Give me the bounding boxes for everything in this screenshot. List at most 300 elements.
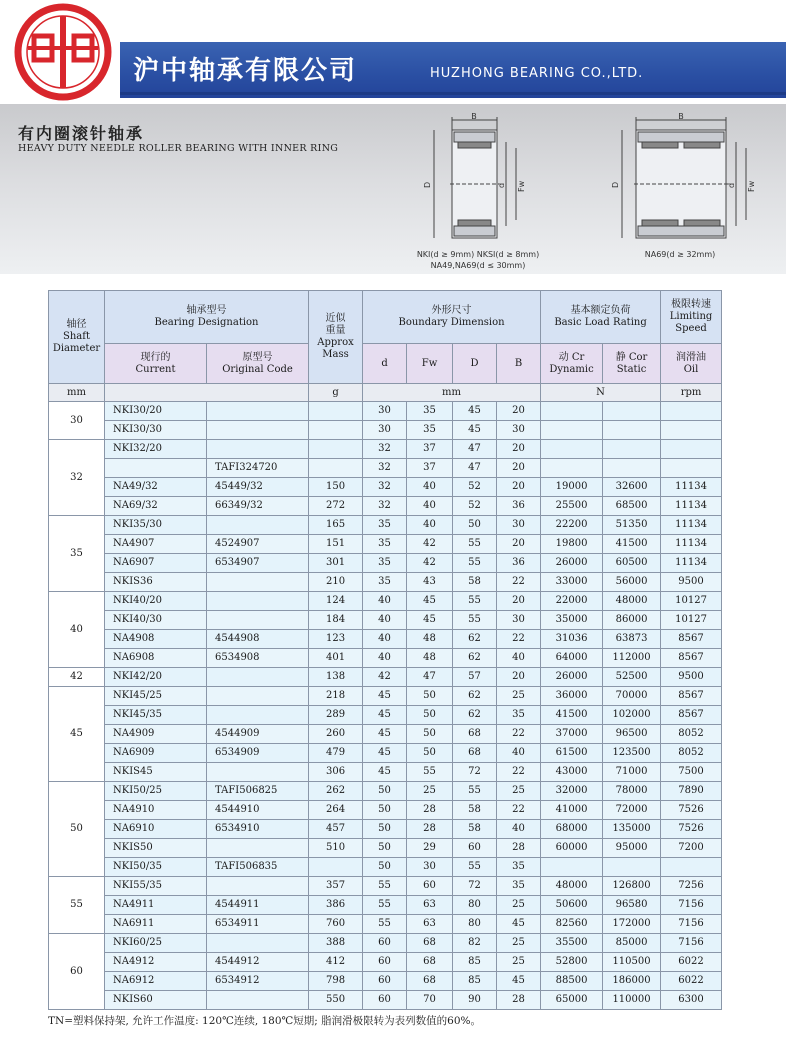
width-b-cell: 22 <box>497 725 541 744</box>
width-b-cell: 25 <box>497 782 541 801</box>
shaft-diameter-cell: 60 <box>49 934 105 1010</box>
fw-cell: 43 <box>407 573 453 592</box>
oil-speed-cell: 10127 <box>661 611 722 630</box>
static-load-cell: 63873 <box>603 630 661 649</box>
mass-cell: 386 <box>309 896 363 915</box>
bore-d-cell: 60 <box>363 991 407 1010</box>
table-row <box>49 535 722 554</box>
fw-cell: 50 <box>407 687 453 706</box>
oil-speed-cell: 7200 <box>661 839 722 858</box>
mass-cell: 123 <box>309 630 363 649</box>
table-row <box>49 421 722 440</box>
original-code-cell: 6534910 <box>207 820 309 839</box>
current-code-cell: NKI32/20 <box>105 440 207 459</box>
dynamic-load-cell: 19800 <box>541 535 603 554</box>
header-oil <box>661 344 722 384</box>
original-code-cell <box>207 421 309 440</box>
dynamic-load-cell <box>541 440 603 459</box>
header-shaft <box>49 291 105 384</box>
dynamic-load-cell: 50600 <box>541 896 603 915</box>
dim-b-label: B <box>678 112 684 121</box>
static-load-cell: 110000 <box>603 991 661 1010</box>
header-mass-cn2: 重量 <box>325 325 346 336</box>
original-code-cell: 6534908 <box>207 649 309 668</box>
static-load-cell: 41500 <box>603 535 661 554</box>
outer-d-cell: 85 <box>453 972 497 991</box>
unit-shaft: mm <box>49 384 105 402</box>
static-load-cell: 32600 <box>603 478 661 497</box>
company-logo <box>12 2 114 102</box>
dim-b-label: B <box>471 112 477 121</box>
original-code-cell <box>207 839 309 858</box>
bore-d-cell: 45 <box>363 687 407 706</box>
mass-cell: 272 <box>309 497 363 516</box>
current-code-cell: NKI45/25 <box>105 687 207 706</box>
header-static <box>603 344 661 384</box>
header-d: d <box>363 344 407 384</box>
width-b-cell: 36 <box>497 497 541 516</box>
current-code-cell: NKI50/25 <box>105 782 207 801</box>
header-mass-en1: Approx <box>317 337 354 348</box>
oil-speed-cell: 11134 <box>661 516 722 535</box>
table-row <box>49 782 722 801</box>
static-load-cell <box>603 440 661 459</box>
current-code-cell: NKIS36 <box>105 573 207 592</box>
header-current-en: Current <box>135 363 176 375</box>
static-load-cell: 110500 <box>603 953 661 972</box>
mass-cell: 150 <box>309 478 363 497</box>
fw-cell: 42 <box>407 535 453 554</box>
width-b-cell: 20 <box>497 402 541 421</box>
outer-d-cell: 52 <box>453 478 497 497</box>
current-code-cell: NA6910 <box>105 820 207 839</box>
static-load-cell: 56000 <box>603 573 661 592</box>
mass-cell: 262 <box>309 782 363 801</box>
outer-d-cell: 62 <box>453 649 497 668</box>
unit-dimension: mm <box>363 384 541 402</box>
bearing-spec-table <box>48 290 722 1010</box>
current-code-cell: NKI42/20 <box>105 668 207 687</box>
outer-d-cell: 47 <box>453 459 497 478</box>
static-load-cell: 186000 <box>603 972 661 991</box>
width-b-cell: 45 <box>497 972 541 991</box>
fw-cell: 40 <box>407 478 453 497</box>
header-oil-en: Oil <box>683 363 699 375</box>
fw-cell: 25 <box>407 782 453 801</box>
width-b-cell: 30 <box>497 611 541 630</box>
bore-d-cell: 40 <box>363 611 407 630</box>
mass-cell: 357 <box>309 877 363 896</box>
mass-cell: 760 <box>309 915 363 934</box>
static-load-cell <box>603 421 661 440</box>
mass-cell <box>309 440 363 459</box>
mass-cell: 306 <box>309 763 363 782</box>
table-row <box>49 972 722 991</box>
header-dynamic-en: Dynamic <box>549 363 594 375</box>
outer-d-cell: 90 <box>453 991 497 1010</box>
header-load <box>541 291 661 344</box>
table-row <box>49 801 722 820</box>
dim-d-label: d <box>727 182 736 188</box>
dynamic-load-cell: 60000 <box>541 839 603 858</box>
dynamic-load-cell: 88500 <box>541 972 603 991</box>
original-code-cell: 4524907 <box>207 535 309 554</box>
mass-cell: 289 <box>309 706 363 725</box>
original-code-cell: TAFI506835 <box>207 858 309 877</box>
original-code-cell <box>207 440 309 459</box>
dynamic-load-cell: 52800 <box>541 953 603 972</box>
bore-d-cell: 60 <box>363 953 407 972</box>
bore-d-cell: 35 <box>363 554 407 573</box>
oil-speed-cell <box>661 858 722 877</box>
width-b-cell: 22 <box>497 801 541 820</box>
oil-speed-cell: 7156 <box>661 934 722 953</box>
table-body <box>49 402 722 1010</box>
width-b-cell: 30 <box>497 516 541 535</box>
oil-speed-cell <box>661 440 722 459</box>
shaft-diameter-cell: 40 <box>49 592 105 668</box>
original-code-cell: 4544908 <box>207 630 309 649</box>
table-row <box>49 858 722 877</box>
fw-cell: 68 <box>407 953 453 972</box>
bore-d-cell: 30 <box>363 402 407 421</box>
bore-d-cell: 35 <box>363 535 407 554</box>
outer-d-cell: 55 <box>453 782 497 801</box>
bore-d-cell: 45 <box>363 744 407 763</box>
oil-speed-cell: 11134 <box>661 478 722 497</box>
static-load-cell: 72000 <box>603 801 661 820</box>
header-mass-en2: Mass <box>322 349 349 360</box>
unit-speed: rpm <box>661 384 722 402</box>
dynamic-load-cell <box>541 402 603 421</box>
outer-d-cell: 50 <box>453 516 497 535</box>
dynamic-load-cell: 22200 <box>541 516 603 535</box>
bore-d-cell: 35 <box>363 516 407 535</box>
outer-d-cell: 47 <box>453 440 497 459</box>
fw-cell: 63 <box>407 915 453 934</box>
dynamic-load-cell: 41500 <box>541 706 603 725</box>
fw-cell: 37 <box>407 459 453 478</box>
dim-D-label: D <box>611 181 620 188</box>
oil-speed-cell: 9500 <box>661 573 722 592</box>
table-row <box>49 725 722 744</box>
current-code-cell: NKI60/25 <box>105 934 207 953</box>
width-b-cell: 20 <box>497 459 541 478</box>
header-shaft-en2: Diameter <box>52 343 101 354</box>
outer-d-cell: 82 <box>453 934 497 953</box>
dynamic-load-cell: 32000 <box>541 782 603 801</box>
current-code-cell: NA4908 <box>105 630 207 649</box>
oil-speed-cell: 7526 <box>661 801 722 820</box>
oil-speed-cell: 7500 <box>661 763 722 782</box>
bore-d-cell: 60 <box>363 934 407 953</box>
current-code-cell: NKI30/20 <box>105 402 207 421</box>
mass-cell: 301 <box>309 554 363 573</box>
outer-d-cell: 72 <box>453 763 497 782</box>
shaft-diameter-cell: 55 <box>49 877 105 934</box>
oil-speed-cell <box>661 459 722 478</box>
mass-cell <box>309 402 363 421</box>
current-code-cell: NA6911 <box>105 915 207 934</box>
footnote: TN=塑料保持架, 允许工作温度: 120℃连续, 180℃短期; 脂润滑极限转为表列数值的60%。 <box>48 1015 482 1027</box>
current-code-cell: NKI40/30 <box>105 611 207 630</box>
original-code-cell: TAFI324720 <box>207 459 309 478</box>
original-code-cell: 45449/32 <box>207 478 309 497</box>
dim-d-label: d <box>497 182 506 188</box>
mass-cell <box>309 459 363 478</box>
outer-d-cell: 72 <box>453 877 497 896</box>
dynamic-load-cell <box>541 858 603 877</box>
width-b-cell: 25 <box>497 896 541 915</box>
current-code-cell: NKI30/30 <box>105 421 207 440</box>
table-row <box>49 554 722 573</box>
width-b-cell: 25 <box>497 934 541 953</box>
header-original-cn: 原型号 <box>242 351 273 363</box>
table-row <box>49 649 722 668</box>
table-row <box>49 953 722 972</box>
width-b-cell: 35 <box>497 877 541 896</box>
width-b-cell: 20 <box>497 535 541 554</box>
original-code-cell <box>207 402 309 421</box>
diagram-left-caption-1: NKI(d ≥ 9mm) NKSI(d ≥ 8mm) <box>416 250 540 259</box>
current-code-cell: NKI50/35 <box>105 858 207 877</box>
dim-fw-label: Fw <box>517 180 526 192</box>
current-code-cell: NKI35/30 <box>105 516 207 535</box>
table-row <box>49 402 722 421</box>
original-code-cell <box>207 668 309 687</box>
oil-speed-cell: 7256 <box>661 877 722 896</box>
header-oil-cn: 润滑油 <box>676 351 707 363</box>
width-b-cell: 20 <box>497 668 541 687</box>
original-code-cell <box>207 706 309 725</box>
current-code-cell: NA4907 <box>105 535 207 554</box>
current-code-cell: NA6909 <box>105 744 207 763</box>
original-code-cell <box>207 934 309 953</box>
header-designation <box>105 291 309 344</box>
outer-d-cell: 57 <box>453 668 497 687</box>
header-dimension <box>363 291 541 344</box>
fw-cell: 40 <box>407 497 453 516</box>
header-speed-en1: Limiting <box>669 311 713 322</box>
fw-cell: 55 <box>407 763 453 782</box>
width-b-cell: 22 <box>497 630 541 649</box>
current-code-cell <box>105 459 207 478</box>
diagram-left-caption <box>398 249 558 271</box>
fw-cell: 37 <box>407 440 453 459</box>
oil-speed-cell: 8052 <box>661 725 722 744</box>
table-row <box>49 440 722 459</box>
static-load-cell: 172000 <box>603 915 661 934</box>
unit-mass: g <box>309 384 363 402</box>
oil-speed-cell: 8567 <box>661 630 722 649</box>
outer-d-cell: 58 <box>453 573 497 592</box>
fw-cell: 48 <box>407 630 453 649</box>
static-load-cell: 60500 <box>603 554 661 573</box>
dynamic-load-cell: 19000 <box>541 478 603 497</box>
outer-d-cell: 45 <box>453 421 497 440</box>
static-load-cell: 102000 <box>603 706 661 725</box>
mass-cell: 457 <box>309 820 363 839</box>
table-row <box>49 611 722 630</box>
header-original-en: Original Code <box>222 363 293 375</box>
fw-cell: 42 <box>407 554 453 573</box>
unit-load: N <box>541 384 661 402</box>
bore-d-cell: 42 <box>363 668 407 687</box>
static-load-cell: 71000 <box>603 763 661 782</box>
width-b-cell: 20 <box>497 440 541 459</box>
fw-cell: 28 <box>407 820 453 839</box>
original-code-cell: 6534907 <box>207 554 309 573</box>
bore-d-cell: 30 <box>363 421 407 440</box>
bore-d-cell: 32 <box>363 459 407 478</box>
dynamic-load-cell: 68000 <box>541 820 603 839</box>
outer-d-cell: 80 <box>453 896 497 915</box>
banner-stripe <box>120 92 786 95</box>
static-load-cell: 123500 <box>603 744 661 763</box>
table-row <box>49 934 722 953</box>
table-row <box>49 668 722 687</box>
header-current-cn: 现行的 <box>140 351 171 363</box>
table-row <box>49 478 722 497</box>
current-code-cell: NA49/32 <box>105 478 207 497</box>
fw-cell: 70 <box>407 991 453 1010</box>
header-mass-cn1: 近似 <box>325 313 346 324</box>
table-row <box>49 877 722 896</box>
dynamic-load-cell: 31036 <box>541 630 603 649</box>
company-name-en: HUZHONG BEARING CO.,LTD. <box>430 66 644 81</box>
section-title-en: HEAVY DUTY NEEDLE ROLLER BEARING WITH INNER RING <box>18 143 339 154</box>
header-dynamic-cn: 动 Cr <box>558 351 585 363</box>
width-b-cell: 35 <box>497 706 541 725</box>
table-row <box>49 915 722 934</box>
fw-cell: 50 <box>407 744 453 763</box>
outer-d-cell: 55 <box>453 535 497 554</box>
header-shaft-cn: 轴径 <box>66 319 87 330</box>
dynamic-load-cell: 22000 <box>541 592 603 611</box>
static-load-cell: 112000 <box>603 649 661 668</box>
outer-d-cell: 52 <box>453 497 497 516</box>
bore-d-cell: 40 <box>363 630 407 649</box>
current-code-cell: NA4909 <box>105 725 207 744</box>
header-shaft-en1: Shaft <box>63 331 90 342</box>
dynamic-load-cell: 65000 <box>541 991 603 1010</box>
mass-cell <box>309 421 363 440</box>
fw-cell: 63 <box>407 896 453 915</box>
table-row <box>49 516 722 535</box>
oil-speed-cell: 10127 <box>661 592 722 611</box>
width-b-cell: 28 <box>497 991 541 1010</box>
oil-speed-cell: 6022 <box>661 953 722 972</box>
outer-d-cell: 68 <box>453 744 497 763</box>
dynamic-load-cell: 64000 <box>541 649 603 668</box>
static-load-cell: 68500 <box>603 497 661 516</box>
current-code-cell: NKIS60 <box>105 991 207 1010</box>
current-code-cell: NKIS50 <box>105 839 207 858</box>
current-code-cell: NKI40/20 <box>105 592 207 611</box>
width-b-cell: 35 <box>497 858 541 877</box>
mass-cell: 510 <box>309 839 363 858</box>
mass-cell: 184 <box>309 611 363 630</box>
mass-cell: 124 <box>309 592 363 611</box>
bore-d-cell: 45 <box>363 725 407 744</box>
header-dynamic <box>541 344 603 384</box>
outer-d-cell: 80 <box>453 915 497 934</box>
width-b-cell: 25 <box>497 953 541 972</box>
bore-d-cell: 50 <box>363 801 407 820</box>
original-code-cell: TAFI506825 <box>207 782 309 801</box>
oil-speed-cell: 7526 <box>661 820 722 839</box>
fw-cell: 50 <box>407 725 453 744</box>
static-load-cell <box>603 402 661 421</box>
header-original <box>207 344 309 384</box>
original-code-cell: 4544911 <box>207 896 309 915</box>
dynamic-load-cell: 48000 <box>541 877 603 896</box>
original-code-cell: 4544909 <box>207 725 309 744</box>
header-designation-en: Bearing Designation <box>154 317 259 328</box>
fw-cell: 60 <box>407 877 453 896</box>
original-code-cell: 4544910 <box>207 801 309 820</box>
shaft-diameter-cell: 42 <box>49 668 105 687</box>
width-b-cell: 30 <box>497 421 541 440</box>
dynamic-load-cell: 26000 <box>541 668 603 687</box>
bore-d-cell: 50 <box>363 782 407 801</box>
fw-cell: 28 <box>407 801 453 820</box>
bore-d-cell: 60 <box>363 972 407 991</box>
oil-speed-cell: 11134 <box>661 535 722 554</box>
dim-D-label: D <box>423 181 432 188</box>
outer-d-cell: 55 <box>453 611 497 630</box>
static-load-cell: 48000 <box>603 592 661 611</box>
oil-speed-cell <box>661 402 722 421</box>
oil-speed-cell: 8567 <box>661 649 722 668</box>
static-load-cell <box>603 858 661 877</box>
mass-cell: 798 <box>309 972 363 991</box>
shaft-diameter-cell: 30 <box>49 402 105 440</box>
table-row <box>49 839 722 858</box>
header-designation-cn: 轴承型号 <box>186 305 227 316</box>
current-code-cell: NKI45/35 <box>105 706 207 725</box>
bearing-diagram-left <box>420 112 530 248</box>
width-b-cell: 25 <box>497 687 541 706</box>
static-load-cell <box>603 459 661 478</box>
fw-cell: 40 <box>407 516 453 535</box>
oil-speed-cell: 7156 <box>661 896 722 915</box>
shaft-diameter-cell: 45 <box>49 687 105 782</box>
header-speed-cn: 极限转速 <box>671 299 712 310</box>
original-code-cell <box>207 763 309 782</box>
oil-speed-cell: 11134 <box>661 497 722 516</box>
bore-d-cell: 40 <box>363 592 407 611</box>
fw-cell: 47 <box>407 668 453 687</box>
section-title-cn: 有内圈滚针轴承 <box>18 124 145 143</box>
fw-cell: 68 <box>407 972 453 991</box>
table-row <box>49 896 722 915</box>
outer-d-cell: 62 <box>453 630 497 649</box>
original-code-cell: 6534912 <box>207 972 309 991</box>
mass-cell: 210 <box>309 573 363 592</box>
original-code-cell <box>207 592 309 611</box>
oil-speed-cell: 7156 <box>661 915 722 934</box>
mass-cell: 412 <box>309 953 363 972</box>
mass-cell <box>309 858 363 877</box>
current-code-cell: NA6907 <box>105 554 207 573</box>
static-load-cell: 52500 <box>603 668 661 687</box>
dynamic-load-cell <box>541 459 603 478</box>
fw-cell: 45 <box>407 592 453 611</box>
oil-speed-cell: 8567 <box>661 687 722 706</box>
dynamic-load-cell: 26000 <box>541 554 603 573</box>
current-code-cell: NA69/32 <box>105 497 207 516</box>
